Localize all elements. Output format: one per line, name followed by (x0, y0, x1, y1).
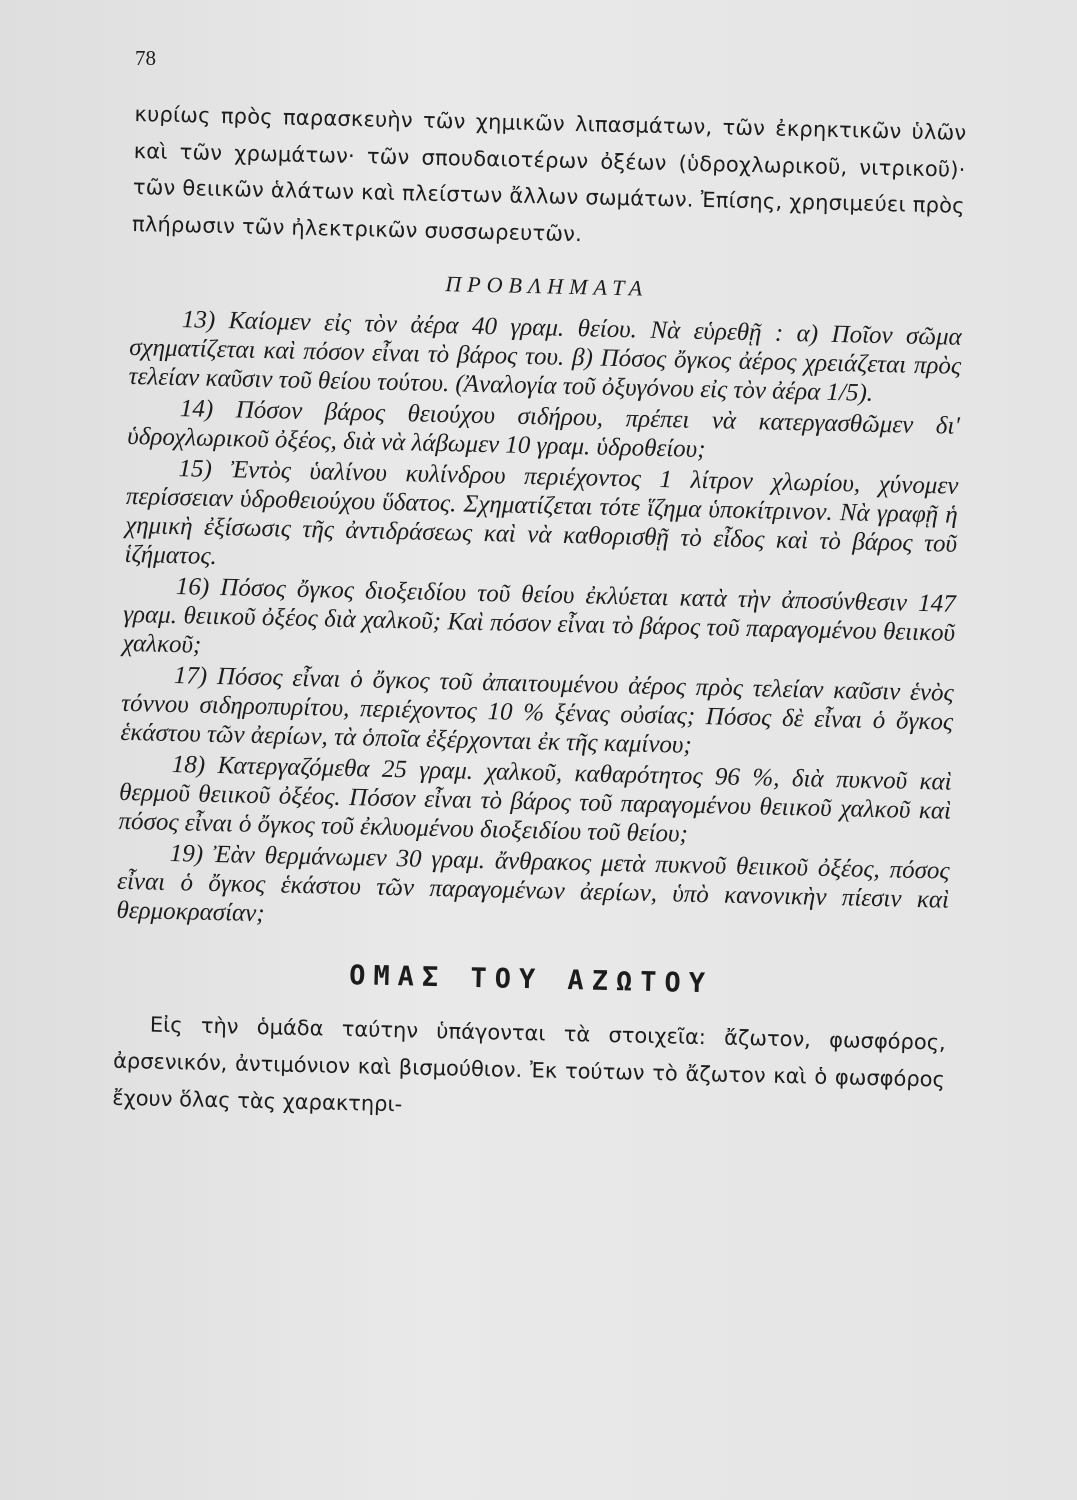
problem-14: 14) Πόσον βάρος θειούχου σιδήρου, πρέπει νὰ κατεργασθῶμεν δι' ὑδροχλωρικοῦ ὀξέος, διὰ νὰ λάβωμεν 10 γραμ. ὑδροθείου; (126, 395, 961, 464)
problem-16: 16) Πόσος ὄγκος διοξειδίου τοῦ θείου ἐκλύεται κατὰ τὴν ἀποσύνθεσιν 147 γραμ. θειικοῦ ὀξέος διὰ χαλκοῦ; Καὶ πόσον εἶναι τὸ βάρος τοῦ παραγομένου θειικοῦ χαλκοῦ; (122, 573, 956, 659)
paragraph-top: κυρίως πρὸς παρασκευὴν τῶν χημικῶν λιπασμάτων, τῶν ἐκρηκτικῶν ὑλῶν καὶ τῶν χρωμάτων· τῶν σπουδαιοτέρων ὀξέων (ὑδροχλωρικοῦ, νιτρικοῦ)· τῶν θειικῶν ἁλάτων καὶ πλείστων ἄλλων σωμάτων. Ἐπίσης, χρησιμεύει πρὸς πλήρωσιν τῶν ἠλεκτρικῶν συσσωρευτῶν. (131, 101, 967, 246)
problem-13: 13) Καίομεν εἰς τὸν ἀέρα 40 γραμ. θείου. Νὰ εὑρεθῇ : α) Ποῖον σῶμα σχηματίζεται καὶ πόσον εἶναι τὸ βάρος του. β) Πόσος ὄγκος ἀέρος χρειάζεται πρὸς τελείαν καῦσιν τοῦ θείου τούτου. (Ἀναλογία τοῦ ὀξυγόνου εἰς τὸν ἀέρα 1/5). (128, 306, 963, 407)
intro-paragraph: Εἰς τὴν ὁμάδα ταύτην ὑπάγονται τὰ στοιχεῖα: ἄζωτον, φωσφόρος, ἀρσενικόν, ἀντιμόνιον καὶ βισμούθιον. Ἐκ τούτων τὸ ἄζωτον καὶ ὁ φωσφόρος ἔχουν ὅλας τὰς χαρακτηρι- (111, 1012, 947, 1117)
problems-heading: ΠΡΟΒΛΗΜΑΤΑ (445, 271, 649, 301)
problem-17: 17) Πόσος εἶναι ὁ ὄγκος τοῦ ἀπαιτουμένου ἀέρος πρὸς τελείαν καῦσιν ἑνὸς τόννου σιδηροπυρίτου, περιέχοντος 10 % ξένας οὐσίας; Πόσος δὲ εἶναι ὁ ὄγκος ἑκάστου τῶν ἀερίων, τὰ ὁποῖα ἐξέρχονται ἐκ τῆς καμίνου; (120, 662, 954, 759)
section-heading: ΟΜΑΣ ΤΟΥ ΑΖΩΤΟΥ (348, 960, 714, 1000)
problem-18: 18) Κατεργαζόμεθα 25 γραμ. χαλκοῦ, καθαρότητος 96 %, διὰ πυκνοῦ καὶ θερμοῦ θειικοῦ ὀξέος. Πόσον εἶναι τὸ βάρος τοῦ παραγομένου θειικοῦ χαλκοῦ καὶ πόσος εἶναι ὁ ὄγκος τοῦ ἐκλυομένου διοξειδίου τοῦ θείου; (118, 751, 952, 848)
page-number: 78 (135, 46, 156, 70)
page-content (112, 96, 967, 1136)
problem-15: 15) Ἐντὸς ὑαλίνου κυλίνδρου περιέχοντος 1 λίτρον χλωρίου, χύνομεν περίσσειαν ὑδροθειούχου ὕδατος. Σχηματίζεται τότε ἵζημα ὑποκίτρινον. Νὰ γραφῇ ἡ χημικὴ ἐξίσωσις τῆς ἀντιδράσεως καὶ νὰ καθορισθῇ τὸ εἶδος καὶ τὸ βάρος τοῦ ἱζήματος. (124, 455, 959, 570)
problem-19: 19) Ἐὰν θερμάνωμεν 30 γραμ. ἄνθρακος μετὰ πυκνοῦ θειικοῦ ὀξέος, πόσος εἶναι ὁ ὄγκος ἑκάστου τῶν παραγομένων ἀερίων, ὑπὸ κανονικὴν πίεσιν καὶ θερμοκρασίαν; (116, 839, 950, 928)
